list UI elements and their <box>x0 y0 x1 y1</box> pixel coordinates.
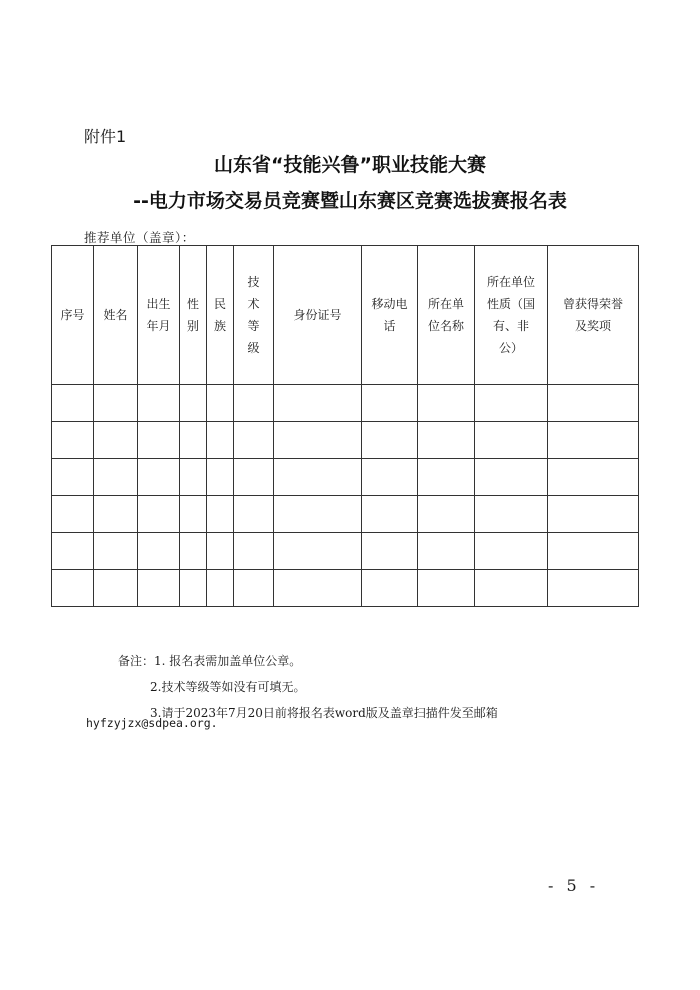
table-cell <box>274 496 362 533</box>
header-text: 移动电 话 <box>371 297 408 333</box>
table-cell <box>274 570 362 607</box>
table-cell <box>548 422 639 459</box>
table-cell <box>418 570 475 607</box>
table-row <box>52 385 639 422</box>
table-cell <box>475 496 548 533</box>
table-cell <box>234 422 274 459</box>
registration-table <box>51 245 639 607</box>
header-text: 民 族 <box>213 297 226 333</box>
header-employer-name <box>418 246 475 385</box>
table-cell <box>180 422 207 459</box>
table-cell <box>475 459 548 496</box>
table-cell <box>362 385 418 422</box>
table-cell <box>180 459 207 496</box>
table-cell <box>418 459 475 496</box>
table-cell <box>475 533 548 570</box>
table-cell <box>234 385 274 422</box>
attachment-label: 附件1 <box>84 127 127 146</box>
header-skill-level <box>234 246 274 385</box>
table-cell <box>52 422 94 459</box>
table-cell <box>138 533 180 570</box>
header-birth-date <box>138 246 180 385</box>
table-cell <box>548 459 639 496</box>
table-cell <box>548 385 639 422</box>
table-cell <box>94 496 138 533</box>
table-cell <box>207 533 234 570</box>
header-text: 所在单位 性质（国 有、非 公） <box>486 275 535 355</box>
table-cell <box>207 422 234 459</box>
table-cell <box>234 533 274 570</box>
table-cell <box>52 385 94 422</box>
table-cell <box>180 533 207 570</box>
header-text: 出生 年月 <box>146 297 171 333</box>
table-cell <box>138 496 180 533</box>
note-item-1 <box>118 648 498 674</box>
table-cell <box>475 422 548 459</box>
table-cell <box>548 533 639 570</box>
table-cell <box>94 533 138 570</box>
table-row <box>52 533 639 570</box>
table-cell <box>94 570 138 607</box>
table-cell <box>207 385 234 422</box>
table-cell <box>362 459 418 496</box>
table-cell <box>52 533 94 570</box>
table-cell <box>234 570 274 607</box>
table-cell <box>274 422 362 459</box>
table-row <box>52 459 639 496</box>
table-cell <box>274 385 362 422</box>
header-text: 曾获得荣誉 及奖项 <box>562 297 623 333</box>
table-cell <box>94 459 138 496</box>
table-cell <box>234 496 274 533</box>
table-cell <box>94 422 138 459</box>
header-honors-awards <box>548 246 639 385</box>
table-cell <box>138 570 180 607</box>
table-cell <box>52 459 94 496</box>
header-id-number <box>274 246 362 385</box>
table-cell <box>548 496 639 533</box>
table-cell <box>274 459 362 496</box>
table-cell <box>418 385 475 422</box>
table-cell <box>234 459 274 496</box>
table-cell <box>475 385 548 422</box>
email-address: hyfzyjzx@sdpea.org. <box>86 716 218 730</box>
header-serial-number <box>52 246 94 385</box>
page-number: - 5 - <box>548 876 600 895</box>
header-text: 序号 <box>60 308 85 322</box>
table-cell <box>418 533 475 570</box>
table-cell <box>362 496 418 533</box>
table-row <box>52 496 639 533</box>
header-ethnicity <box>207 246 234 385</box>
table-cell <box>52 496 94 533</box>
note-item-3: 3.请于2023年7月20日前将报名表word版及盖章扫描件发至邮箱 <box>150 706 498 720</box>
table-cell <box>274 533 362 570</box>
header-name <box>94 246 138 385</box>
table-cell <box>207 570 234 607</box>
table-cell <box>418 422 475 459</box>
header-text: 姓名 <box>103 308 128 322</box>
table-cell <box>138 422 180 459</box>
header-text: 性 别 <box>186 297 199 333</box>
table-row <box>52 570 639 607</box>
table-cell <box>52 570 94 607</box>
table-header-row <box>52 246 639 385</box>
table-cell <box>418 496 475 533</box>
table-cell <box>138 459 180 496</box>
table-row <box>52 422 639 459</box>
notes-label: 备注： <box>118 654 155 668</box>
header-text: 技 术 等 级 <box>247 275 260 355</box>
table-cell <box>548 570 639 607</box>
table-cell <box>207 459 234 496</box>
table-cell <box>138 385 180 422</box>
header-text: 身份证号 <box>293 308 342 322</box>
recommend-unit-label: 推荐单位（盖章）： <box>84 230 195 245</box>
notes-section <box>118 648 498 726</box>
table-cell <box>362 533 418 570</box>
table-cell <box>94 385 138 422</box>
title-line-1: 山东省“技能兴鲁”职业技能大赛 <box>214 154 486 176</box>
note-text: 1. 报名表需加盖单位公章。 <box>154 654 302 668</box>
header-mobile-phone <box>362 246 418 385</box>
table-cell <box>180 496 207 533</box>
header-employer-type <box>475 246 548 385</box>
title-line-2: --电力市场交易员竞赛暨山东赛区竞赛选拔赛报名表 <box>133 190 567 212</box>
table-cell <box>362 570 418 607</box>
table-cell <box>362 422 418 459</box>
header-gender <box>180 246 207 385</box>
table-body <box>52 385 639 607</box>
table-cell <box>207 496 234 533</box>
table-cell <box>180 570 207 607</box>
note-item-2: 2.技术等级等如没有可填无。 <box>150 680 306 694</box>
header-text: 所在单 位名称 <box>427 297 464 333</box>
table-cell <box>180 385 207 422</box>
table-cell <box>475 570 548 607</box>
